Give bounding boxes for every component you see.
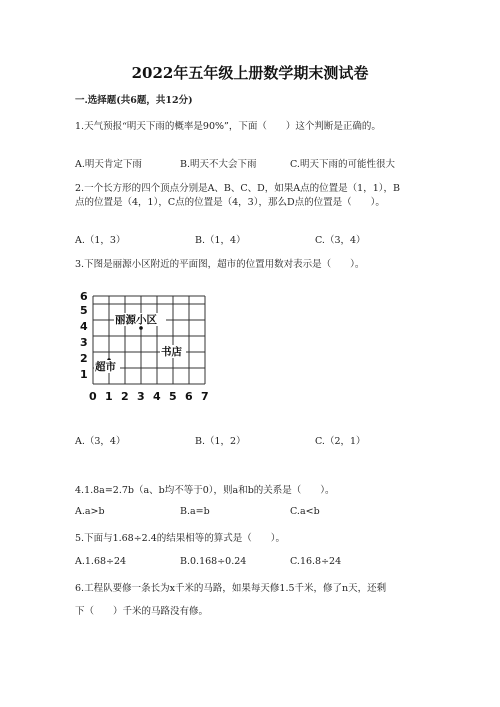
- question-2-option-c: C.（3，4）: [315, 235, 366, 246]
- y-tick-label: 2: [80, 352, 88, 365]
- question-4-option-c: C.a<b: [290, 506, 320, 517]
- y-tick-label: 5: [80, 304, 88, 317]
- section-heading: 一.选择题(共6题，共12分): [75, 95, 193, 106]
- community-point: [139, 326, 143, 330]
- x-tick-label: 3: [137, 390, 145, 403]
- x-tick-label: 2: [121, 390, 129, 403]
- question-4-option-b: B.a=b: [180, 506, 210, 517]
- question-6-text-line-1: 6.工程队要修一条长为x千米的马路，如果每天修1.5千米，修了n天，还剩: [75, 583, 387, 594]
- location-map: [75, 288, 215, 408]
- question-2-option-a: A.（1，3）: [75, 235, 126, 246]
- question-1-option-b: B.明天不大会下雨: [180, 159, 257, 170]
- bookstore-label: 书店: [161, 346, 182, 358]
- page-title: 2022年五年级上册数学期末测试卷: [131, 64, 369, 82]
- question-5-option-a: A.1.68÷24: [75, 556, 127, 567]
- x-tick-label: 0: [89, 390, 97, 403]
- question-2-option-b: B.（1，4）: [195, 235, 246, 246]
- question-5-option-c: C.16.8÷24: [290, 556, 342, 567]
- supermarket-label: 超市: [95, 361, 116, 373]
- question-1-option-a: A.明天肯定下雨: [75, 159, 142, 170]
- question-3-option-c: C.（2，1）: [315, 436, 366, 447]
- x-tick-label: 7: [201, 390, 209, 403]
- question-5-option-b: B.0.168÷0.24: [180, 556, 247, 567]
- question-1-text: 1.天气预报“明天下雨的概率是90%”，下面（ ）这个判断是正确的。: [75, 121, 381, 132]
- x-tick-label: 1: [105, 390, 113, 403]
- question-3-text: 3.下图是丽源小区附近的平面图，超市的位置用数对表示是（ ）。: [75, 259, 365, 270]
- y-tick-label: 3: [80, 336, 88, 349]
- community-label: 丽源小区: [115, 314, 157, 326]
- x-tick-label: 5: [169, 390, 177, 403]
- question-2-text-line-1: 2.一个长方形的四个顶点分别是A、B、C、D，如果A点的位置是（1，1），B: [75, 183, 400, 194]
- x-tick-label: 4: [153, 390, 161, 403]
- question-2-text-line-2: 点的位置是（4，1），C点的位置是（4，3），那么D点的位置是（ ）。: [75, 197, 385, 208]
- x-tick-label: 6: [185, 390, 193, 403]
- question-3-option-b: B.（1，2）: [195, 436, 246, 447]
- question-4-text: 4.1.8a=2.7b（a、b均不等于0），则a和b的关系是（ ）。: [75, 485, 335, 496]
- question-6-text-line-2: 下（ ）千米的马路没有修。: [75, 606, 209, 617]
- question-4-option-a: A.a>b: [75, 506, 105, 517]
- y-tick-label: 1: [80, 368, 88, 381]
- y-tick-label: 6: [80, 290, 88, 303]
- y-tick-label: 4: [80, 320, 88, 333]
- question-5-text: 5.下面与1.68÷2.4的结果相等的算式是（ ）。: [75, 533, 286, 544]
- question-1-option-c: C.明天下雨的可能性很大: [290, 159, 395, 170]
- question-3-option-a: A.（3，4）: [75, 436, 126, 447]
